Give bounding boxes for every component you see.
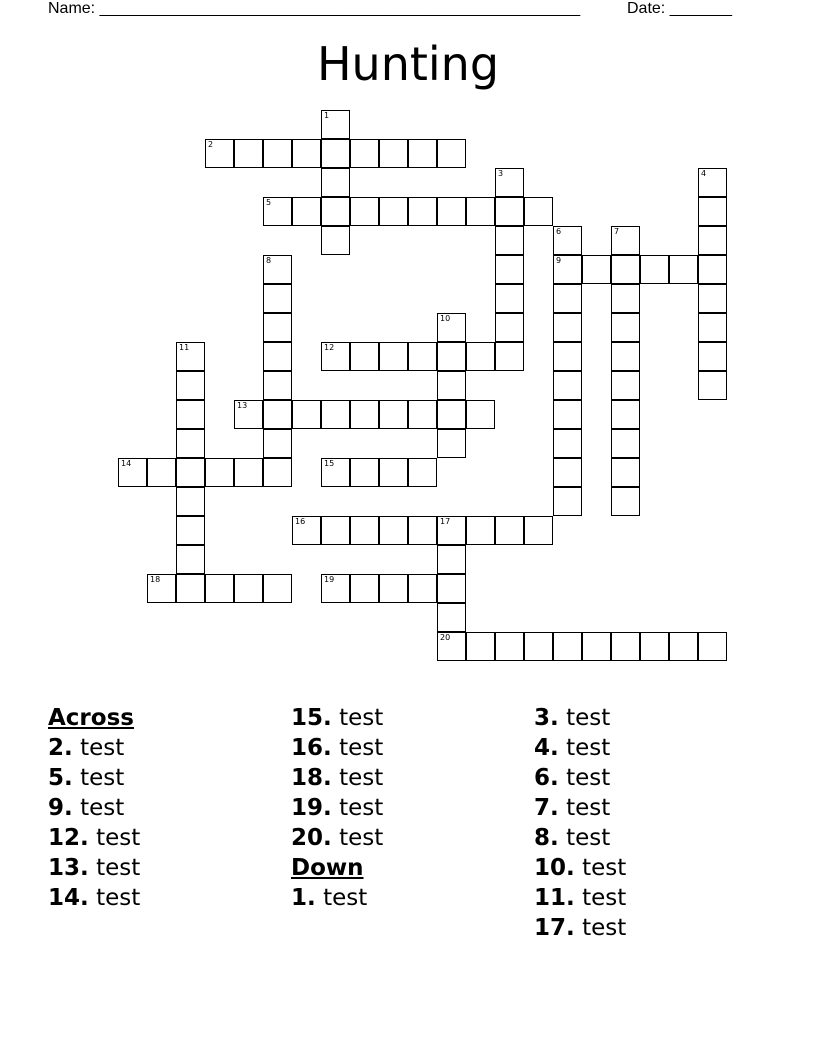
clue-number: 17 [440,517,451,526]
clue-text: test [339,705,384,731]
grid-cell[interactable] [582,255,611,284]
clue-text: test [339,795,384,821]
grid-cell[interactable] [495,632,524,661]
grid-cell[interactable] [495,313,524,342]
grid-cell[interactable] [466,197,495,226]
grid-cell[interactable] [698,197,727,226]
grid-cell[interactable] [350,400,379,429]
grid-cell[interactable] [176,458,205,487]
clue-text: test [96,825,141,851]
grid-cell[interactable] [466,516,495,545]
grid-cell[interactable] [553,371,582,400]
grid-cell[interactable] [147,574,176,603]
grid-cell[interactable] [669,255,698,284]
across-clue [48,853,140,883]
clue-number: 1 [324,111,330,120]
grid-cell[interactable] [205,139,234,168]
grid-cell[interactable] [263,400,292,429]
clue-number-label: 1. [291,885,316,911]
grid-cell[interactable] [263,429,292,458]
clue-number-label: 2. [48,735,73,761]
grid-cell[interactable] [437,632,466,661]
across-clue [291,733,383,763]
down-clue [534,763,626,793]
grid-cell[interactable] [176,371,205,400]
grid-cell[interactable] [263,574,292,603]
across-clue [291,703,383,733]
grid-cell[interactable] [553,226,582,255]
grid-cell[interactable] [176,400,205,429]
clue-number: 6 [556,227,562,236]
clue-number: 19 [324,575,335,584]
clue-column-2 [291,703,383,913]
grid-cell[interactable] [321,516,350,545]
clue-text: test [566,705,611,731]
clue-number-label: 13. [48,855,89,881]
clue-text: test [566,765,611,791]
grid-cell[interactable] [321,226,350,255]
clue-text: test [566,735,611,761]
down-clue [534,703,626,733]
clue-number-label: 10. [534,855,575,881]
grid-cell[interactable] [234,400,263,429]
clue-number: 12 [324,343,335,352]
clue-number-label: 18. [291,765,332,791]
grid-cell[interactable] [524,516,553,545]
grid-cell[interactable] [611,429,640,458]
grid-cell[interactable] [263,284,292,313]
grid-cell[interactable] [495,255,524,284]
grid-cell[interactable] [263,458,292,487]
down-heading: Down [291,855,364,881]
clue-number-label: 9. [48,795,73,821]
clue-column-3 [534,703,626,943]
grid-cell[interactable] [321,197,350,226]
grid-cell[interactable] [698,255,727,284]
clue-text: test [566,795,611,821]
across-clue [291,793,383,823]
grid-cell[interactable] [553,429,582,458]
grid-cell[interactable] [321,342,350,371]
grid-cell[interactable] [408,400,437,429]
grid-cell[interactable] [553,255,582,284]
grid-cell[interactable] [234,458,263,487]
grid-cell[interactable] [698,371,727,400]
grid-cell[interactable] [611,400,640,429]
grid-cell[interactable] [524,197,553,226]
grid-cell[interactable] [495,516,524,545]
clue-number-label: 15. [291,705,332,731]
grid-cell[interactable] [466,632,495,661]
grid-cell[interactable] [611,371,640,400]
clue-number-label: 20. [291,825,332,851]
grid-cell[interactable] [611,632,640,661]
page-title: Hunting [316,37,500,91]
grid-cell[interactable] [350,516,379,545]
grid-cell[interactable] [321,110,350,139]
grid-cell[interactable] [408,516,437,545]
clue-number-label: 11. [534,885,575,911]
clue-text: test [80,735,125,761]
down-clue [534,733,626,763]
grid-cell[interactable] [611,458,640,487]
grid-cell[interactable] [321,139,350,168]
clue-text: test [80,765,125,791]
grid-cell[interactable] [437,313,466,342]
grid-cell[interactable] [611,255,640,284]
grid-cell[interactable] [437,342,466,371]
grid-cell[interactable] [321,574,350,603]
clue-number: 20 [440,633,451,642]
grid-cell[interactable] [698,313,727,342]
grid-cell[interactable] [408,139,437,168]
clue-number-label: 19. [291,795,332,821]
grid-cell[interactable] [437,603,466,632]
grid-cell[interactable] [698,284,727,313]
clue-number-label: 7. [534,795,559,821]
grid-cell[interactable] [176,429,205,458]
clue-number-label: 16. [291,735,332,761]
clue-number: 3 [498,169,504,178]
grid-cell[interactable] [263,255,292,284]
grid-cell[interactable] [263,371,292,400]
date-field-label: Date: _______ [627,0,732,17]
grid-cell[interactable] [437,139,466,168]
grid-cell[interactable] [553,284,582,313]
grid-cell[interactable] [379,516,408,545]
down-clue [534,883,626,913]
grid-cell[interactable] [176,574,205,603]
grid-cell[interactable] [437,516,466,545]
clue-number-label: 17. [534,915,575,941]
clue-text: test [582,885,627,911]
grid-cell[interactable] [582,632,611,661]
grid-cell[interactable] [408,197,437,226]
clue-number: 10 [440,314,451,323]
grid-cell[interactable] [611,313,640,342]
grid-cell[interactable] [379,574,408,603]
grid-cell[interactable] [466,400,495,429]
grid-cell[interactable] [611,284,640,313]
across-heading: Across [48,705,134,731]
grid-cell[interactable] [611,226,640,255]
across-clue [48,823,140,853]
clue-number-label: 12. [48,825,89,851]
name-field-label: Name: ______________________________________________________ [48,0,581,17]
grid-cell[interactable] [379,458,408,487]
grid-cell[interactable] [495,197,524,226]
grid-cell[interactable] [437,400,466,429]
grid-cell[interactable] [350,342,379,371]
across-clue [48,763,140,793]
grid-cell[interactable] [698,632,727,661]
clue-text: test [582,915,627,941]
clue-number: 16 [295,517,306,526]
clue-number-label: 14. [48,885,89,911]
grid-cell[interactable] [698,342,727,371]
grid-cell[interactable] [176,487,205,516]
grid-cell[interactable] [147,458,176,487]
across-clue [48,733,140,763]
grid-cell[interactable] [495,168,524,197]
clue-number: 8 [266,256,272,265]
grid-cell[interactable] [321,400,350,429]
clue-number: 9 [556,256,562,265]
grid-cell[interactable] [205,574,234,603]
grid-cell[interactable] [234,139,263,168]
grid-cell[interactable] [263,197,292,226]
grid-cell[interactable] [524,632,553,661]
across-clue [48,883,140,913]
clue-text: test [339,765,384,791]
grid-cell[interactable] [263,313,292,342]
grid-cell[interactable] [408,458,437,487]
grid-cell[interactable] [408,342,437,371]
clue-number: 5 [266,198,272,207]
grid-cell[interactable] [698,168,727,197]
clue-number-label: 3. [534,705,559,731]
grid-cell[interactable] [350,458,379,487]
grid-cell[interactable] [292,197,321,226]
grid-cell[interactable] [234,574,263,603]
clue-number: 15 [324,459,335,468]
grid-cell[interactable] [350,197,379,226]
across-clue [48,793,140,823]
clue-text: test [96,885,141,911]
clue-number: 4 [701,169,707,178]
clue-number-label: 8. [534,825,559,851]
across-clue [291,763,383,793]
grid-cell[interactable] [292,400,321,429]
grid-cell[interactable] [292,139,321,168]
clue-number-label: 5. [48,765,73,791]
clue-number: 7 [614,227,620,236]
grid-cell[interactable] [553,487,582,516]
grid-cell[interactable] [379,400,408,429]
grid-cell[interactable] [553,458,582,487]
grid-cell[interactable] [437,429,466,458]
grid-cell[interactable] [611,342,640,371]
clue-text: test [339,735,384,761]
grid-cell[interactable] [292,516,321,545]
grid-cell[interactable] [321,168,350,197]
grid-cell[interactable] [176,545,205,574]
clue-column-1 [48,703,140,913]
grid-cell[interactable] [437,574,466,603]
clue-text: test [80,795,125,821]
grid-cell[interactable] [437,371,466,400]
grid-cell[interactable] [669,632,698,661]
clue-number-label: 4. [534,735,559,761]
grid-cell[interactable] [553,632,582,661]
clue-text: test [339,825,384,851]
down-clue [534,793,626,823]
clue-number: 2 [208,140,214,149]
grid-cell[interactable] [611,487,640,516]
grid-cell[interactable] [553,400,582,429]
clue-text: test [323,885,368,911]
grid-cell[interactable] [350,574,379,603]
clue-number: 14 [121,459,132,468]
grid-cell[interactable] [495,284,524,313]
grid-cell[interactable] [176,516,205,545]
grid-cell[interactable] [553,342,582,371]
grid-cell[interactable] [379,197,408,226]
grid-cell[interactable] [640,632,669,661]
grid-cell[interactable] [437,197,466,226]
clue-number: 18 [150,575,161,584]
clue-number: 11 [179,343,190,352]
clue-text: test [96,855,141,881]
down-clue [291,883,383,913]
grid-cell[interactable] [379,342,408,371]
grid-cell[interactable] [176,342,205,371]
across-clue [291,823,383,853]
grid-cell[interactable] [495,342,524,371]
clue-number-label: 6. [534,765,559,791]
grid-cell[interactable] [263,139,292,168]
grid-cell[interactable] [495,226,524,255]
down-clue [534,913,626,943]
grid-cell[interactable] [466,342,495,371]
grid-cell[interactable] [640,255,669,284]
down-clue [534,823,626,853]
grid-cell[interactable] [437,545,466,574]
grid-cell[interactable] [321,458,350,487]
clue-number: 13 [237,401,248,410]
clue-text: test [566,825,611,851]
grid-cell[interactable] [350,139,379,168]
grid-cell[interactable] [698,226,727,255]
grid-cell[interactable] [118,458,147,487]
grid-cell[interactable] [263,342,292,371]
clue-text: test [582,855,627,881]
grid-cell[interactable] [408,574,437,603]
grid-cell[interactable] [553,313,582,342]
grid-cell[interactable] [379,139,408,168]
grid-cell[interactable] [205,458,234,487]
down-clue [534,853,626,883]
